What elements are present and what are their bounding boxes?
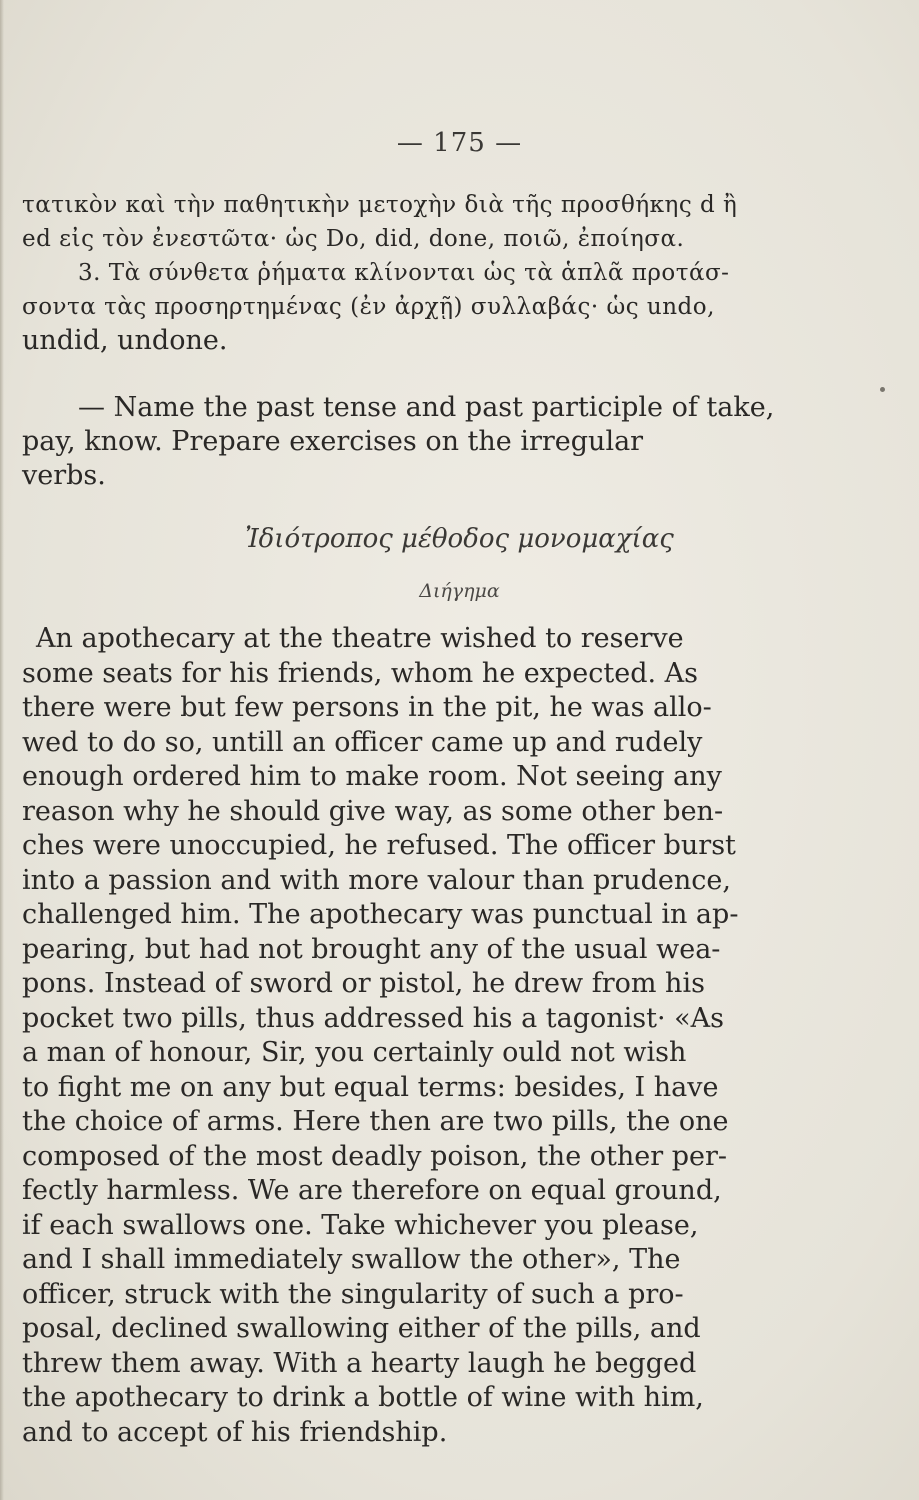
text-line: threw them away. With a hearty laugh he begged	[22, 1347, 697, 1379]
text-line: ches were unoccupied, he refused. The officer burst	[22, 830, 736, 861]
page-number: — 175 —	[396, 128, 523, 158]
story-paragraph	[22, 622, 794, 1450]
text-line: a man of honour, Sir, you certainly ould not wish	[22, 1037, 687, 1068]
text-line: enough ordered him to make room. Not seeing any	[22, 761, 722, 792]
text-line: wed to do so, untill an officer came up and rudely	[22, 726, 703, 758]
text-line: some seats for his friends, whom he expected. As	[22, 657, 699, 689]
margin-dot	[880, 387, 885, 392]
text-line: pay, know. Prepare exercises on the irregular	[22, 426, 644, 457]
text-line: undid, undone.	[22, 325, 228, 356]
text-line: reason why he should give way, as some other ben-	[22, 795, 724, 827]
text-line: into a passion and with more valour than prudence,	[22, 864, 731, 896]
text-line: pearing, but had not brought any of the usual wea-	[22, 933, 721, 965]
text-line: the apothecary to drink a bottle of wine with him,	[22, 1382, 704, 1413]
text-line: there were but few persons in the pit, he was allo-	[22, 692, 712, 723]
exercise-paragraph	[22, 391, 792, 493]
text-line: verbs.	[22, 460, 106, 491]
text-line: ed εἰς τὸν ἐνεστῶτα· ὡς Do, did, done, ποιῶ, ἐποίησα.	[22, 226, 685, 252]
section-subtitle: Διήγημα	[419, 580, 500, 602]
text-line: if each swallows one. Take whichever you please,	[22, 1209, 699, 1241]
section-title: Ἰδιότροπος μέθοδος μονομαχίας	[245, 524, 674, 554]
text-line: An apothecary at the theatre wished to reserve	[36, 623, 684, 654]
text-line: — Name the past tense and past participle of take,	[78, 392, 775, 423]
page-edge-shadow	[0, 0, 4, 1500]
grammar-paragraph	[22, 188, 792, 358]
text-line: and I shall immediately swallow the other», The	[22, 1244, 681, 1275]
text-line: pocket two pills, thus addressed his a tagonist· «As	[22, 1002, 725, 1034]
text-line: and to accept of his friendship.	[22, 1416, 448, 1448]
text-line: officer, struck with the singularity of such a pro-	[22, 1278, 684, 1310]
text-line: pons. Instead of sword or pistol, he drew from his	[22, 968, 705, 999]
text-line: the choice of arms. Here then are two pills, the one	[22, 1106, 729, 1137]
text-line: σοντα τὰς προσηρτημένας (ἐν ἀρχῇ) συλλαβάς· ὡς undo,	[22, 294, 715, 320]
text-line: 3. Τὰ σύνθετα ῥήματα κλίνονται ὡς τὰ ἁπλᾶ προτάσ-	[78, 260, 730, 286]
text-line: posal, declined swallowing either of the pills, and	[22, 1313, 701, 1344]
text-line: composed of the most deadly poison, the other per-	[22, 1140, 728, 1172]
text-line: challenged him. The apothecary was punctual in ap-	[22, 899, 739, 930]
text-line: to fight me on any but equal terms: besides, I have	[22, 1071, 719, 1103]
text-line: τατικὸν καὶ τὴν παθητικὴν μετοχὴν διὰ τῆς προσθήκης d ἢ	[22, 192, 738, 218]
text-line: fectly harmless. We are therefore on equal ground,	[22, 1175, 722, 1206]
